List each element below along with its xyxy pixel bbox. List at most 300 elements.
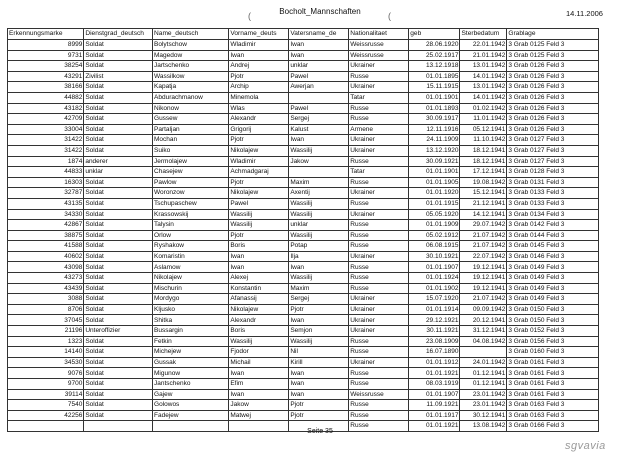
table-cell: Mochan (153, 135, 229, 146)
table-cell: Pjotr (229, 135, 289, 146)
table-cell: 3 Grab 0149 Feld 3 (507, 273, 599, 284)
table-cell: 3088 (8, 294, 84, 305)
table-cell: 16303 (8, 177, 84, 188)
table-cell: 05.05.1920 (409, 209, 460, 220)
table-cell: 18.12.1941 (460, 156, 507, 167)
table-cell: 30.09.1921 (409, 156, 460, 167)
table-cell: 1323 (8, 336, 84, 347)
table-cell: 3 Grab 0144 Feld 3 (507, 230, 599, 241)
table-cell: 3 Grab 0126 Feld 3 (507, 124, 599, 135)
table-cell: 08.03.1919 (409, 379, 460, 390)
table-cell: Soldat (84, 294, 153, 305)
table-cell: 11.09.1921 (409, 400, 460, 411)
table-cell: 3 Grab 0126 Feld 3 (507, 92, 599, 103)
table-cell: Michejew (153, 347, 229, 358)
table-cell: Iwan (289, 40, 349, 51)
table-cell: 3 Grab 0134 Feld 3 (507, 209, 599, 220)
table-cell: Soldat (84, 188, 153, 199)
table-cell: 19.12.1941 (460, 273, 507, 284)
table-cell: Iwan (289, 315, 349, 326)
table-cell: 3 Grab 0166 Feld 3 (507, 421, 599, 432)
table-cell (289, 167, 349, 178)
table-cell: Ukrainer (349, 315, 409, 326)
table-cell: Boris (229, 241, 289, 252)
table-cell: 3 Grab 0145 Feld 3 (507, 241, 599, 252)
table-cell: Wassilij (289, 336, 349, 347)
table-cell: anderer (84, 156, 153, 167)
table-cell: Russe (349, 421, 409, 432)
table-cell: Soldat (84, 61, 153, 72)
table-cell (289, 92, 349, 103)
table-cell: 43439 (8, 283, 84, 294)
table-cell: 3 Grab 0149 Feld 3 (507, 283, 599, 294)
table-cell: Golowos (153, 400, 229, 411)
table-cell: 01.01.1907 (409, 262, 460, 273)
table-cell: Soldat (84, 241, 153, 252)
table-cell: 01.01.1917 (409, 410, 460, 421)
table-cell: Orlow (153, 230, 229, 241)
table-cell: unklar (84, 167, 153, 178)
table-cell: Jantschenko (153, 379, 229, 390)
table-row (8, 283, 599, 294)
table-cell: Russe (349, 198, 409, 209)
table-cell: 13.01.1942 (460, 61, 507, 72)
table-cell: 44833 (8, 167, 84, 178)
table-cell: Archip (229, 82, 289, 93)
table-cell: 33004 (8, 124, 84, 135)
table-cell: Bussargin (153, 326, 229, 337)
table-cell: Alexej (229, 273, 289, 284)
table-cell: Wassilij (289, 230, 349, 241)
table-cell: 3 Grab 0161 Feld 3 (507, 389, 599, 400)
table-cell: Iwan (229, 50, 289, 61)
table-cell: Ilja (289, 251, 349, 262)
table-cell: Kljusko (153, 304, 229, 315)
table-row (8, 379, 599, 390)
table-cell: 3 Grab 0126 Feld 3 (507, 71, 599, 82)
table-cell: 3 Grab 0126 Feld 3 (507, 114, 599, 125)
table-cell: Zivilist (84, 71, 153, 82)
table-cell: Weissrusse (349, 389, 409, 400)
table-cell: 22.07.1942 (460, 251, 507, 262)
table-cell: Matwej (229, 410, 289, 421)
table-cell: 42867 (8, 220, 84, 231)
table-cell: Wassilij (229, 220, 289, 231)
table-cell: Russe (349, 262, 409, 273)
table-cell: 3 Grab 0127 Feld 3 (507, 145, 599, 156)
table-cell: Soldat (84, 82, 153, 93)
table-cell: Pjotr (289, 400, 349, 411)
table-row (8, 262, 599, 273)
document-title: Bocholt_Mannschaften (279, 7, 361, 16)
table-cell: Iwan (289, 50, 349, 61)
table-cell: 21196 (8, 326, 84, 337)
watermark-text: sgvavia (565, 440, 606, 452)
table-cell: Tatar (349, 167, 409, 178)
table-cell: Tatar (349, 92, 409, 103)
column-header: Erkennungsmarke (8, 29, 84, 40)
table-cell: 20.12.1941 (460, 315, 507, 326)
table-cell: Efim (229, 379, 289, 390)
table-row (8, 167, 599, 178)
table-cell: Kapatja (153, 82, 229, 93)
table-cell: 3 Grab 0127 Feld 3 (507, 135, 599, 146)
table-cell: 18.12.1941 (460, 145, 507, 156)
table-row (8, 315, 599, 326)
table-row (8, 336, 599, 347)
personnel-table (7, 28, 599, 432)
table-row (8, 61, 599, 72)
table-cell: Pawel (289, 71, 349, 82)
table-cell: 01.01.1924 (409, 273, 460, 284)
table-cell: 9700 (8, 379, 84, 390)
table-cell: 13.01.1942 (460, 82, 507, 93)
table-cell: Soldat (84, 368, 153, 379)
table-cell: 21.07.1942 (460, 294, 507, 305)
table-cell: 12.11.1916 (409, 124, 460, 135)
table-cell: Soldat (84, 251, 153, 262)
table-cell: 3 Grab 0161 Feld 3 (507, 368, 599, 379)
table-cell: Alexandr (229, 315, 289, 326)
table-cell: Kalust (289, 124, 349, 135)
table-cell: Soldat (84, 304, 153, 315)
table-cell: Gajew (153, 389, 229, 400)
table-cell: Mordygo (153, 294, 229, 305)
table-cell: 01.01.1914 (409, 304, 460, 315)
table-row (8, 114, 599, 125)
table-cell: 09.09.1942 (460, 304, 507, 315)
table-cell: Ukrainer (349, 326, 409, 337)
table-cell: Pawel (289, 103, 349, 114)
table-cell: Ukrainer (349, 82, 409, 93)
table-cell: Soldat (84, 336, 153, 347)
table-cell: 3 Grab 0163 Feld 3 (507, 410, 599, 421)
table-cell: Soldat (84, 220, 153, 231)
table-cell: Iwan (229, 251, 289, 262)
table-cell: Wassilkow (153, 71, 229, 82)
table-cell: 11.10.1942 (460, 135, 507, 146)
table-cell: 01.01.1912 (409, 357, 460, 368)
table-cell: 38166 (8, 82, 84, 93)
table-cell: 01.12.1941 (460, 379, 507, 390)
table-cell: 31422 (8, 135, 84, 146)
table-row (8, 241, 599, 252)
table-cell: 14.01.1942 (460, 71, 507, 82)
table-cell: 22.01.1942 (460, 40, 507, 51)
table-cell: Russe (349, 71, 409, 82)
table-cell: Armene (349, 124, 409, 135)
table-cell: 3 Grab 0131 Feld 3 (507, 177, 599, 188)
table-row (8, 326, 599, 337)
table-cell: 01.01.1893 (409, 103, 460, 114)
table-cell: 15.07.1920 (409, 294, 460, 305)
table-cell: Jartschenko (153, 61, 229, 72)
table-cell: Maxim (289, 283, 349, 294)
table-body (8, 40, 599, 432)
table-cell: Soldat (84, 410, 153, 421)
table-cell: Weissrusse (349, 50, 409, 61)
document-date: 14.11.2006 (566, 9, 603, 18)
column-header: Vatersname_de (289, 29, 349, 40)
table-cell: 3 Grab 0163 Feld 3 (507, 400, 599, 411)
table-cell: Ryshakow (153, 241, 229, 252)
table-cell: Russe (349, 114, 409, 125)
table-cell: Pjotr (229, 230, 289, 241)
table-cell: Soldat (84, 389, 153, 400)
table-cell: 16.07.1890 (409, 347, 460, 358)
table-cell: 01.01.1920 (409, 188, 460, 199)
table-cell: Suiko (153, 145, 229, 156)
table-cell: Soldat (84, 230, 153, 241)
table-cell: Russe (349, 241, 409, 252)
table-cell: 3 Grab 0161 Feld 3 (507, 379, 599, 390)
table-row (8, 103, 599, 114)
table-cell: 15.12.1941 (460, 188, 507, 199)
table-cell: Soldat (84, 135, 153, 146)
table-cell: 30.09.1917 (409, 114, 460, 125)
table-cell: 40602 (8, 251, 84, 262)
table-cell: 01.01.1905 (409, 177, 460, 188)
table-row (8, 198, 599, 209)
table-cell: Partaljan (153, 124, 229, 135)
table-cell: 9731 (8, 50, 84, 61)
table-cell: 01.01.1902 (409, 283, 460, 294)
column-header: Grablage (507, 29, 599, 40)
table-cell: 7540 (8, 400, 84, 411)
table-cell: 31.12.1941 (460, 326, 507, 337)
table-cell: Wassilij (229, 209, 289, 220)
column-header: geb (409, 29, 460, 40)
table-cell: 9076 (8, 368, 84, 379)
table-cell: 23.01.1942 (460, 389, 507, 400)
table-cell: 34530 (8, 357, 84, 368)
table-cell: Grigorij (229, 124, 289, 135)
table-cell: Abdurachmanow (153, 92, 229, 103)
table-cell: Soldat (84, 177, 153, 188)
table-cell: 3 Grab 0126 Feld 3 (507, 61, 599, 72)
table-cell: Pawel (229, 198, 289, 209)
table-cell: Iwan (289, 262, 349, 273)
table-cell: 19.08.1942 (460, 177, 507, 188)
table-cell: Ukrainer (349, 304, 409, 315)
table-cell: 32787 (8, 188, 84, 199)
table-cell: 43135 (8, 198, 84, 209)
table-cell: Woronzow (153, 188, 229, 199)
table-cell: Fadejew (153, 410, 229, 421)
table-row (8, 347, 599, 358)
table-cell: 3 Grab 0149 Feld 3 (507, 294, 599, 305)
table-cell: Afanassij (229, 294, 289, 305)
table-cell: Alexandr (229, 114, 289, 125)
table-row (8, 230, 599, 241)
table-cell: Sergej (289, 294, 349, 305)
table-cell: 19.12.1941 (460, 283, 507, 294)
table-cell: 3 Grab 0128 Feld 3 (507, 167, 599, 178)
table-cell: Bolytschow (153, 40, 229, 51)
table-cell: 43098 (8, 262, 84, 273)
table-cell: 01.12.1941 (460, 368, 507, 379)
table-cell: 3 Grab 0149 Feld 3 (507, 262, 599, 273)
table-cell: Wassilij (229, 336, 289, 347)
table-cell: Mischurin (153, 283, 229, 294)
table-row (8, 82, 599, 93)
table-cell: Michail (229, 357, 289, 368)
table-cell: 05.02.1912 (409, 230, 460, 241)
table-cell: Awerjan (289, 82, 349, 93)
table-cell: 3 Grab 0133 Feld 3 (507, 188, 599, 199)
table-cell: Soldat (84, 347, 153, 358)
table-cell: Russe (349, 379, 409, 390)
table-cell: Magedow (153, 50, 229, 61)
table-cell: Soldat (84, 50, 153, 61)
table-row (8, 273, 599, 284)
table-cell: Wassilij (289, 145, 349, 156)
table-cell: Wassilij (289, 198, 349, 209)
table-cell: 17.12.1941 (460, 167, 507, 178)
table-row (8, 304, 599, 315)
table-cell: Talysin (153, 220, 229, 231)
table-cell: 3 Grab 0133 Feld 3 (507, 198, 599, 209)
table-cell: 06.08.1915 (409, 241, 460, 252)
table-cell: Semjon (289, 326, 349, 337)
table-row (8, 145, 599, 156)
table-cell: Wladimir (229, 40, 289, 51)
table-cell: Soldat (84, 315, 153, 326)
table-cell: 13.08.1942 (460, 421, 507, 432)
table-cell: 38875 (8, 230, 84, 241)
table-row (8, 177, 599, 188)
table-cell: Unteroffizier (84, 326, 153, 337)
table-cell: Ukrainer (349, 145, 409, 156)
table-cell: 23.01.1942 (460, 400, 507, 411)
table-cell: Wassilij (289, 209, 349, 220)
table-cell: Ukrainer (349, 251, 409, 262)
table-cell: 42709 (8, 114, 84, 125)
table-cell: 29.07.1942 (460, 220, 507, 231)
table-cell: Soldat (84, 357, 153, 368)
table-cell: 13.12.1920 (409, 145, 460, 156)
table-cell: 14.12.1941 (460, 209, 507, 220)
table-cell: Russe (349, 230, 409, 241)
table-cell: 30.10.1921 (409, 251, 460, 262)
table-cell: 01.01.1895 (409, 71, 460, 82)
table-cell: Soldat (84, 273, 153, 284)
table-cell: Soldat (84, 283, 153, 294)
table-cell: Tschupaschew (153, 198, 229, 209)
table-cell: 25.02.1917 (409, 50, 460, 61)
table-cell: Soldat (84, 198, 153, 209)
table-cell: Boris (229, 326, 289, 337)
table-cell: Minemola (229, 92, 289, 103)
table-cell: 8706 (8, 304, 84, 315)
table-cell: Soldat (84, 40, 153, 51)
table-cell: Russe (349, 273, 409, 284)
table-cell: 41588 (8, 241, 84, 252)
table-cell: Konstantin (229, 283, 289, 294)
table-cell (460, 347, 507, 358)
table-cell: 19.12.1941 (460, 262, 507, 273)
table-cell: 01.01.1921 (409, 421, 460, 432)
table-cell: Pjotr (289, 304, 349, 315)
table-header-row (8, 29, 599, 40)
table-cell: 3 Grab 0150 Feld 3 (507, 315, 599, 326)
table-cell: Russe (349, 220, 409, 231)
table-cell: 01.01.1907 (409, 389, 460, 400)
table-cell: 3 Grab 0152 Feld 3 (507, 326, 599, 337)
table-cell: Iwan (289, 389, 349, 400)
table-cell: 38254 (8, 61, 84, 72)
table-cell: Shitka (153, 315, 229, 326)
table-row (8, 410, 599, 421)
table-cell: Russe (349, 177, 409, 188)
scan-artifact-mark: ( (248, 11, 251, 21)
table-cell: 3 Grab 0126 Feld 3 (507, 103, 599, 114)
table-cell: 37045 (8, 315, 84, 326)
table-cell: Soldat (84, 209, 153, 220)
table-cell: 01.01.1901 (409, 92, 460, 103)
table-cell: Wlas (229, 103, 289, 114)
table-cell: Nil (289, 347, 349, 358)
table-row (8, 188, 599, 199)
table-cell: 43291 (8, 71, 84, 82)
table-cell: Iwan (289, 135, 349, 146)
table-cell: Axentij (289, 188, 349, 199)
table-cell: 3 Grab 0125 Feld 3 (507, 50, 599, 61)
table-cell: 21.07.1942 (460, 230, 507, 241)
table-cell: Iwan (229, 368, 289, 379)
table-row (8, 357, 599, 368)
table-cell: Aslamow (153, 262, 229, 273)
table-cell: 13.12.1918 (409, 61, 460, 72)
table-cell: Potap (289, 241, 349, 252)
table-cell: Iwan (289, 379, 349, 390)
table-cell: Weissrusse (349, 40, 409, 51)
table-cell: Iwan (229, 389, 289, 400)
table-cell: 31422 (8, 145, 84, 156)
table-row (8, 71, 599, 82)
table-cell: Maxim (289, 177, 349, 188)
table-cell: 04.08.1942 (460, 336, 507, 347)
table-cell: Russe (349, 103, 409, 114)
table-cell: Chasejew (153, 167, 229, 178)
table-cell: Russe (349, 400, 409, 411)
table-row (8, 220, 599, 231)
table-cell: Ukrainer (349, 188, 409, 199)
column-header: Dienstgrad_deutsch (84, 29, 153, 40)
table-cell: 24.11.1909 (409, 135, 460, 146)
table-cell: 29.12.1921 (409, 315, 460, 326)
table-cell: 01.01.1901 (409, 167, 460, 178)
table-cell: Nikolajew (229, 188, 289, 199)
table-row (8, 50, 599, 61)
table-cell: Ukrainer (349, 294, 409, 305)
table-cell: 28.06.1920 (409, 40, 460, 51)
table-cell: 01.01.1921 (409, 368, 460, 379)
table-row (8, 156, 599, 167)
table-cell: 30.11.1921 (409, 326, 460, 337)
table-cell: 3 Grab 0127 Feld 3 (507, 156, 599, 167)
table-cell: 3 Grab 0150 Feld 3 (507, 304, 599, 315)
table-row (8, 124, 599, 135)
table-cell: Pjotr (229, 177, 289, 188)
table-cell: 01.02.1942 (460, 103, 507, 114)
table-cell: 3 Grab 0126 Feld 3 (507, 82, 599, 93)
table-cell: Russe (349, 283, 409, 294)
table-cell: Ukrainer (349, 209, 409, 220)
table-row (8, 251, 599, 262)
table-cell: Soldat (84, 145, 153, 156)
table-cell: 3 Grab 0156 Feld 3 (507, 336, 599, 347)
